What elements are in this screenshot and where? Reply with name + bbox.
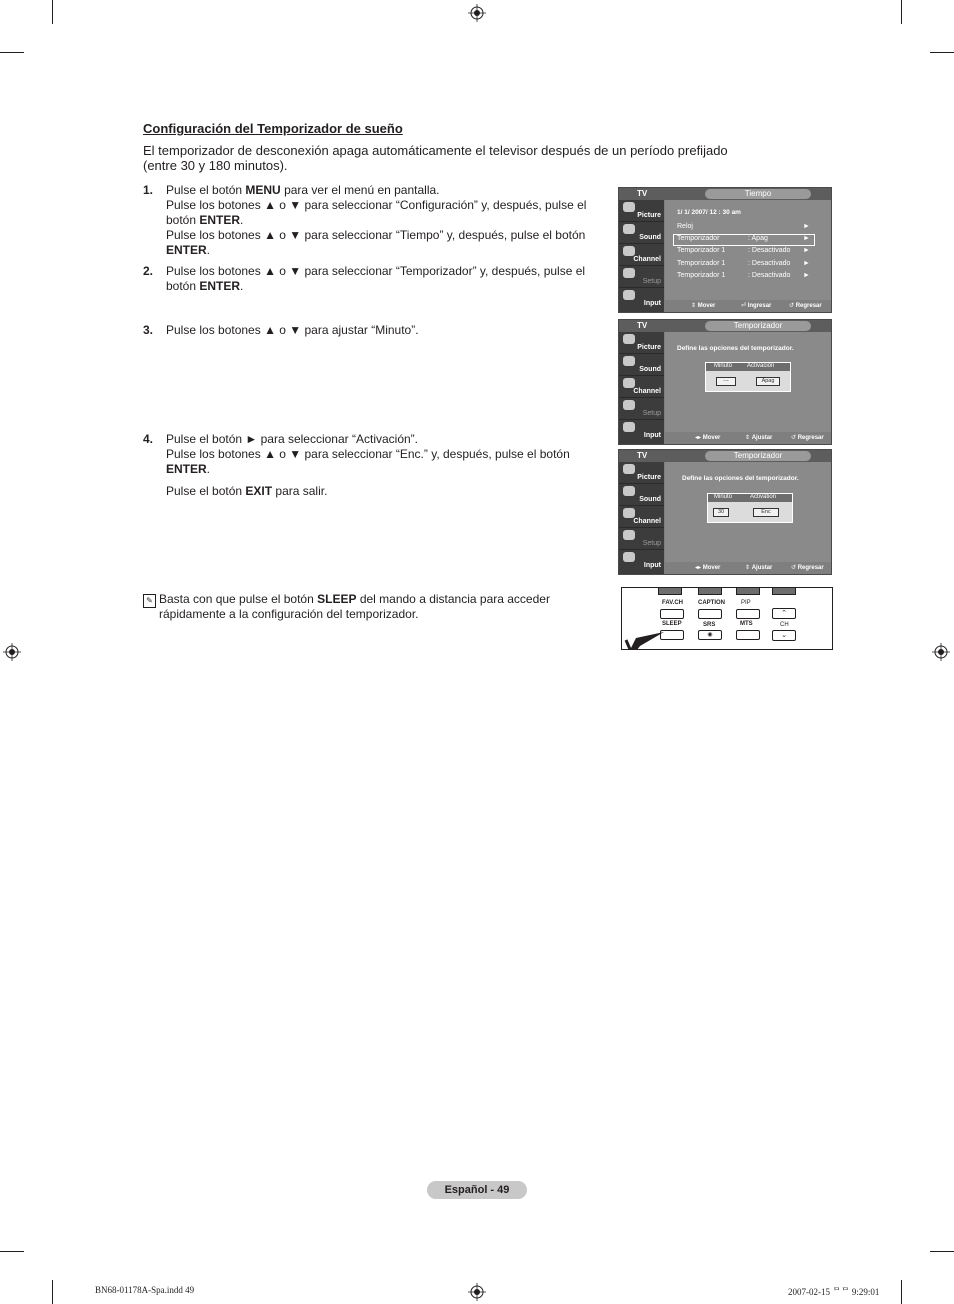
col-activacion: Activación xyxy=(747,363,775,369)
remote-label-ch: CH xyxy=(780,622,789,628)
menu-item-reloj: Reloj ► xyxy=(677,223,810,230)
menu-item-temporizador: Temporizador : Apag ► xyxy=(677,235,810,242)
registration-mark-icon xyxy=(3,643,21,661)
menu-header: Temporizador xyxy=(705,321,811,331)
footer-adjust: ⇕ Ajustar xyxy=(745,565,773,571)
step-body xyxy=(166,183,591,258)
tv-footer xyxy=(665,301,831,311)
col-activacion: Activation xyxy=(750,494,777,500)
step-body xyxy=(166,264,591,294)
channel-icon xyxy=(623,508,635,518)
timer-description: Define las opciones del temporizador. xyxy=(682,475,799,482)
sidebar-item-input: Input xyxy=(619,288,664,309)
remote-label-mts: MTS xyxy=(740,621,753,627)
activacion-field: Apag xyxy=(756,377,780,386)
crop-mark xyxy=(52,1280,53,1304)
tv-main-panel xyxy=(665,332,831,432)
menu-item-temporizador-1: Temporizador 1 : Desactivado ► xyxy=(677,247,810,254)
sidebar-item-picture: Picture xyxy=(619,462,664,484)
sidebar-item-sound: Sound xyxy=(619,484,664,506)
ch-down-button: ⌄ xyxy=(772,630,796,641)
tv-label: TV xyxy=(637,451,648,460)
note-text: Basta con que pulse el botón SLEEP del mando a distancia para acceder rápidamente a la configuración del temporizador. xyxy=(159,592,550,621)
step-number: 2. xyxy=(143,264,154,278)
remote-label-favch: FAV.CH xyxy=(662,600,684,606)
activacion-field: Enc xyxy=(753,508,779,517)
sidebar-item-channel: Channel xyxy=(619,506,664,528)
timer-box-header xyxy=(708,494,792,502)
sidebar-item-input: Input xyxy=(619,550,664,571)
tv-screen-temporizador-off xyxy=(618,319,832,445)
menu-item-temporizador-2: Temporizador 1 : Desactivado ► xyxy=(677,260,810,267)
step-line: Pulse los botones ▲ o ▼ para seleccionar “Temporizador” y, después, pulse el xyxy=(166,264,586,278)
footer-adjust: ⇕ Ajustar xyxy=(745,435,773,441)
crop-mark xyxy=(930,1251,954,1252)
step-line xyxy=(166,477,591,484)
step-line: Pulse los botones ▲ o ▼ para seleccionar “Enc.” y, después, pulse el botón xyxy=(166,447,570,461)
sidebar-item-sound: Sound xyxy=(619,222,664,244)
timer-box-header xyxy=(706,363,790,371)
sidebar-item-channel: Channel xyxy=(619,376,664,398)
timer-settings-box xyxy=(707,493,793,523)
input-icon xyxy=(623,422,635,432)
picture-icon xyxy=(623,464,635,474)
intro-paragraph: El temporizador de desconexión apaga automáticamente el televisor después de un período prefijado (entre 30 y 180 minutos). xyxy=(143,143,728,173)
remote-key xyxy=(658,588,682,595)
step-number: 4. xyxy=(143,432,154,446)
sidebar-item-sound: Sound xyxy=(619,354,664,376)
menu-header: Temporizador xyxy=(705,451,811,461)
mts-button xyxy=(736,630,760,640)
crop-mark xyxy=(0,1251,24,1252)
picture-icon xyxy=(623,334,635,344)
crop-mark xyxy=(901,1280,902,1304)
clock-readout: 1/ 1/ 2007/ 12 : 30 am xyxy=(677,209,741,216)
note-icon: ✎ xyxy=(143,594,156,608)
page-number: Español - 49 xyxy=(427,1181,527,1199)
remote-key xyxy=(772,588,796,595)
step-line: ENTER. xyxy=(166,462,211,476)
footer-move: ◂▸ Mover xyxy=(695,435,721,441)
sound-icon xyxy=(623,486,635,496)
ch-up-button: ⌃ xyxy=(772,608,796,619)
tv-topbar xyxy=(619,188,831,200)
timer-settings-box xyxy=(705,362,791,392)
step-line: ENTER. xyxy=(166,243,211,257)
step-body xyxy=(166,323,591,338)
input-icon xyxy=(623,290,635,300)
sidebar-item-setup: Setup xyxy=(619,266,664,288)
sound-icon xyxy=(623,356,635,366)
tv-sidebar xyxy=(619,332,664,444)
footer-move: ⇕ Mover xyxy=(691,303,716,309)
step-line: Pulse el botón MENU para ver el menú en pantalla. xyxy=(166,183,440,197)
footer-return: ↺ Regresar xyxy=(791,435,824,441)
col-minuto: Minuto xyxy=(714,494,733,500)
srs-button: ◉ xyxy=(698,630,722,640)
tv-screen-tiempo xyxy=(618,187,832,313)
footer-move: ◂▸ Mover xyxy=(695,565,721,571)
tv-sidebar xyxy=(619,462,664,574)
input-icon xyxy=(623,552,635,562)
tv-footer xyxy=(665,563,831,573)
sidebar-item-channel: Channel xyxy=(619,244,664,266)
step-line: Pulse los botones ▲ o ▼ para seleccionar “Tiempo” y, después, pulse el botón xyxy=(166,228,586,242)
channel-icon xyxy=(623,378,635,388)
caption-button xyxy=(698,609,722,619)
footer-return: ↺ Regresar xyxy=(789,303,822,309)
remote-label-sleep: SLEEP xyxy=(662,621,682,627)
slug-file-name: BN68-01178A-Spa.indd 49 xyxy=(95,1285,195,1295)
pointer-arrow-icon xyxy=(624,628,666,650)
step-line: botón ENTER. xyxy=(166,213,244,227)
step-line: Pulse el botón ► para seleccionar “Activación”. xyxy=(166,432,418,446)
setup-gear-icon xyxy=(623,400,635,410)
sidebar-item-setup: Setup xyxy=(619,528,664,550)
favch-button xyxy=(660,609,684,619)
step-line: Pulse los botones ▲ o ▼ para seleccionar “Configuración” y, después, pulse el xyxy=(166,198,587,212)
registration-mark-icon xyxy=(468,4,486,22)
remote-key xyxy=(736,588,760,595)
tv-topbar xyxy=(619,320,831,332)
sidebar-item-setup: Setup xyxy=(619,398,664,420)
minuto-field: --- xyxy=(716,377,736,386)
tv-main-panel xyxy=(665,200,831,300)
footer-return: ↺ Regresar xyxy=(791,565,824,571)
crop-mark xyxy=(0,52,24,53)
sidebar-item-picture: Picture xyxy=(619,200,664,222)
step-line: Pulse el botón EXIT para salir. xyxy=(166,484,328,498)
slug-timestamp: 2007-02-15 ᄆᄆ 9:29:01 xyxy=(788,1287,880,1297)
menu-header: Tiempo xyxy=(705,189,811,199)
setup-gear-icon xyxy=(623,530,635,540)
menu-item-temporizador-3: Temporizador 1 : Desactivado ► xyxy=(677,272,810,279)
tv-screen-temporizador-on xyxy=(618,449,832,575)
crop-mark xyxy=(52,0,53,24)
setup-gear-icon xyxy=(623,268,635,278)
tv-sidebar xyxy=(619,200,664,312)
remote-control-illustration xyxy=(621,587,833,650)
remote-label-caption: CAPTION xyxy=(698,600,725,606)
crop-mark xyxy=(930,52,954,53)
crop-mark xyxy=(901,0,902,24)
registration-mark-icon xyxy=(932,643,950,661)
picture-icon xyxy=(623,202,635,212)
registration-mark-icon xyxy=(468,1283,486,1301)
step-line: Pulse los botones ▲ o ▼ para ajustar “Minuto”. xyxy=(166,323,419,337)
remote-label-pip: PIP xyxy=(741,600,751,606)
remote-label-srs: SRS xyxy=(703,622,716,628)
step-body xyxy=(166,432,591,499)
sidebar-item-picture: Picture xyxy=(619,332,664,354)
tv-label: TV xyxy=(637,189,648,198)
footer-enter: ⏎ Ingresar xyxy=(741,303,772,309)
timer-description: Define las opciones del temporizador. xyxy=(677,345,794,352)
step-line: botón ENTER. xyxy=(166,279,244,293)
col-minuto: Minuto xyxy=(714,363,733,369)
tv-footer xyxy=(665,433,831,443)
tv-topbar xyxy=(619,450,831,462)
channel-icon xyxy=(623,246,635,256)
tv-label: TV xyxy=(637,321,648,330)
minuto-field: 30 xyxy=(713,508,729,517)
sidebar-item-input: Input xyxy=(619,420,664,441)
pip-button xyxy=(736,609,760,619)
step-number: 3. xyxy=(143,323,154,337)
step-number: 1. xyxy=(143,183,154,197)
section-title: Configuración del Temporizador de sueño xyxy=(143,121,403,136)
remote-key xyxy=(698,588,722,595)
sound-icon xyxy=(623,224,635,234)
tv-main-panel xyxy=(665,462,831,562)
